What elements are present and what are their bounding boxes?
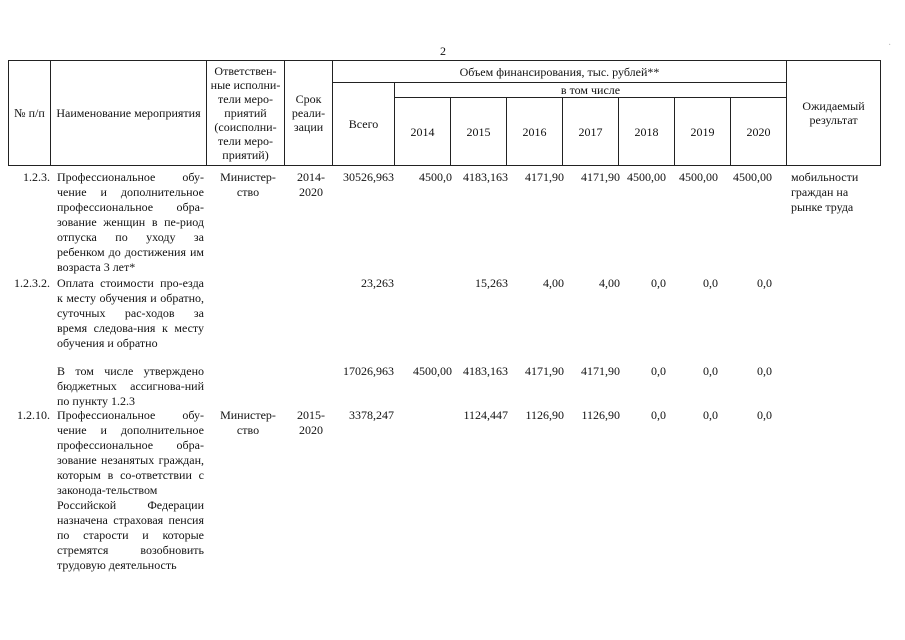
- row-2019: 4500,00: [679, 170, 718, 184]
- row-2016: 4171,90: [525, 364, 564, 378]
- row-name: Оплата стоимости про-езда к месту обучения и обратно, суточных рас-ходов за время следова-ния к месту обучения и обратно: [57, 276, 204, 350]
- row-2017: 1126,90: [581, 408, 620, 422]
- row-total: 30526,963: [343, 170, 394, 184]
- row-result: мобильности граждан на рынке труда: [791, 170, 859, 214]
- header-year: 2020: [731, 98, 787, 166]
- header-including: в том числе: [395, 83, 787, 98]
- row-2020: 0,0: [757, 276, 772, 290]
- header-year: 2018: [619, 98, 675, 166]
- row-2020: 0,0: [757, 408, 772, 422]
- row-term: 2015-2020: [297, 408, 325, 437]
- row-2016: 1126,90: [525, 408, 564, 422]
- row-2014: 4500,0: [419, 170, 452, 184]
- row-responsible: Министер-ство: [220, 170, 276, 199]
- header-name: Наименование мероприятия: [51, 61, 207, 166]
- header-year: 2017: [563, 98, 619, 166]
- row-num: 1.2.3.: [23, 170, 50, 184]
- table-header: [8, 60, 881, 166]
- row-2018: 4500,00: [627, 170, 666, 184]
- row-total: 23,263: [361, 276, 394, 290]
- row-2016: 4,00: [543, 276, 564, 290]
- row-total: 3378,247: [349, 408, 394, 422]
- row-2019: 0,0: [703, 276, 718, 290]
- row-2018: 0,0: [651, 364, 666, 378]
- row-2017: 4171,90: [581, 170, 620, 184]
- header-year: 2019: [675, 98, 731, 166]
- row-2015: 1124,447: [463, 408, 508, 422]
- header-year: 2016: [507, 98, 563, 166]
- header-year: 2015: [451, 98, 507, 166]
- header-total: Всего: [333, 83, 395, 166]
- row-2020: 4500,00: [733, 170, 772, 184]
- scan-speck: ·: [888, 40, 892, 51]
- row-2015: 15,263: [475, 276, 508, 290]
- row-2015: 4183,163: [463, 364, 508, 378]
- header-funding: Объем финансирования, тыс. рублей**: [333, 61, 787, 83]
- page-number: 2: [440, 44, 446, 58]
- row-2015: 4183,163: [463, 170, 508, 184]
- row-num: 1.2.10.: [17, 408, 50, 422]
- row-2019: 0,0: [703, 408, 718, 422]
- row-2017: 4,00: [599, 276, 620, 290]
- header-num: № п/п: [9, 61, 51, 166]
- row-2020: 0,0: [757, 364, 772, 378]
- row-2014: 4500,00: [413, 364, 452, 378]
- row-num: 1.2.3.2.: [14, 276, 50, 290]
- header-year: 2014: [395, 98, 451, 166]
- header-responsible: Ответствен-ные исполни-тели меро-приятий (соисполни-тели меро-приятий): [207, 61, 285, 166]
- row-term: 2014-2020: [297, 170, 325, 199]
- row-name: В том числе утверждено бюджетных ассигнова-ний по пункту 1.2.3: [57, 364, 204, 408]
- row-2019: 0,0: [703, 364, 718, 378]
- row-name: Профессиональное обу-чение и дополнительное профессиональное обра-зование незанятых граждан, которым в со-ответствии с законода-тельством Российской Федерации назначена страховая пенсия по старости и которые стремятся возобновить трудовую деятельность: [57, 408, 204, 572]
- row-responsible: Министер-ство: [220, 408, 276, 437]
- row-name: Профессиональное обу-чение и дополнительное профессиональное обра-зование женщин в пе-риод отпуска по уходу за ребенком до достижения им возраста 3 лет*: [57, 170, 204, 274]
- row-2017: 4171,90: [581, 364, 620, 378]
- row-2018: 0,0: [651, 408, 666, 422]
- row-2016: 4171,90: [525, 170, 564, 184]
- header-result: Ожидаемый результат: [787, 61, 881, 166]
- row-total: 17026,963: [343, 364, 394, 378]
- header-term: Срок реали-зации: [285, 61, 333, 166]
- row-2018: 0,0: [651, 276, 666, 290]
